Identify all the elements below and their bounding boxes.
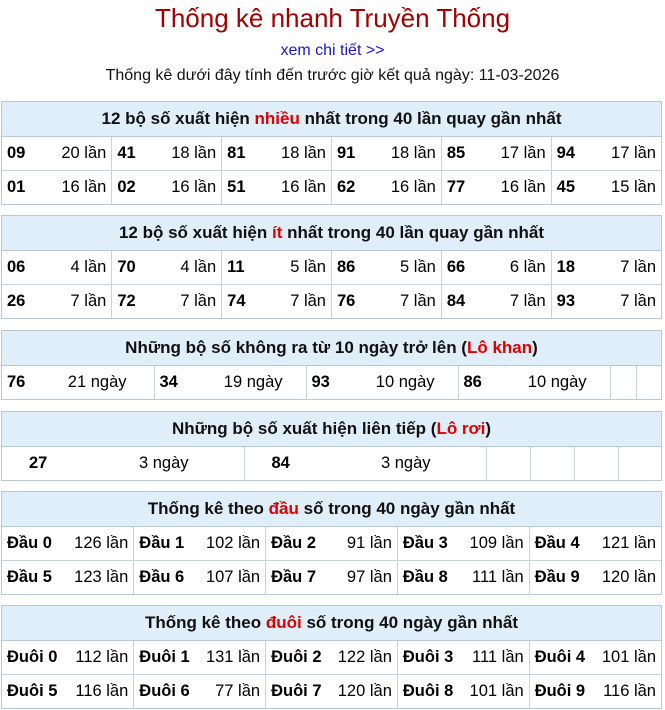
table-cell — [551, 171, 661, 205]
cell-content — [271, 648, 392, 667]
count-value: 18 lần — [281, 144, 326, 162]
number-label: 91 — [336, 144, 356, 162]
count-value: 7 lần — [70, 292, 107, 310]
number-label: 86 — [336, 258, 356, 276]
cell-content — [312, 373, 453, 392]
count-value: 121 lần — [601, 534, 656, 552]
table-cell — [134, 641, 266, 675]
table-cell — [244, 447, 486, 480]
section-header — [2, 492, 661, 527]
empty-cell — [610, 366, 636, 399]
table-cell — [112, 251, 222, 285]
count-value: 16 lần — [171, 178, 217, 196]
section-title-text: 12 bộ số xuất hiện — [101, 109, 255, 128]
table-cell — [529, 675, 661, 709]
count-value: 7 lần — [620, 292, 656, 310]
table-cell — [134, 561, 266, 595]
empty-cell — [618, 447, 661, 480]
number-label: 72 — [117, 292, 136, 310]
cell-content — [403, 568, 524, 587]
table-cell — [331, 285, 441, 319]
count-value: 126 lần — [74, 534, 129, 552]
section-title-text: nhất trong 40 lần quay gần nhất — [282, 223, 545, 242]
count-value: 10 ngày — [527, 373, 587, 391]
stats-note: Thống kê dưới đây tính đến trước giờ kết quả ngày: 11-03-2026 — [105, 67, 560, 84]
number-label: Đầu 5 — [7, 568, 52, 586]
count-value: 19 ngày — [223, 373, 283, 391]
count-value: 116 lần — [603, 682, 656, 700]
empty-cell — [636, 366, 661, 399]
dau-section — [1, 491, 662, 595]
table-cell — [529, 641, 661, 675]
cell-content — [403, 534, 524, 553]
number-label: 34 — [159, 373, 178, 391]
cell-content — [557, 292, 656, 311]
table-cell — [441, 137, 551, 171]
count-value: 91 lần — [346, 534, 392, 552]
table-cell — [2, 285, 112, 319]
cell-content — [557, 178, 656, 197]
count-value: 123 lần — [74, 568, 129, 586]
number-label: 94 — [556, 144, 575, 162]
section-title-text: Những bộ số xuất hiện liên tiếp ( — [171, 419, 437, 438]
table-cell — [222, 137, 332, 171]
cell-content — [271, 568, 392, 587]
number-label: 06 — [7, 258, 26, 276]
number-label: Đuôi 1 — [139, 648, 190, 666]
cell-content — [227, 144, 326, 163]
count-value: 4 lần — [180, 258, 217, 276]
cell-content — [464, 373, 605, 392]
number-label: 11 — [227, 258, 245, 276]
cell-content — [557, 258, 656, 277]
count-value: 4 lần — [70, 258, 107, 276]
count-value: 7 lần — [620, 258, 656, 276]
most-frequent-table — [2, 137, 661, 204]
number-label: Đầu 2 — [271, 534, 317, 552]
section-header — [2, 216, 661, 251]
table-cell — [2, 527, 134, 561]
count-value: 3 ngày — [138, 454, 189, 472]
number-label: Đuôi 3 — [402, 648, 454, 666]
table-cell — [331, 251, 441, 285]
table-cell — [222, 285, 332, 319]
count-value: 20 lần — [61, 144, 107, 162]
count-value: 17 lần — [500, 144, 546, 162]
number-label: 84 — [271, 454, 290, 472]
cell-content — [7, 534, 128, 553]
count-value: 101 lần — [601, 648, 656, 666]
number-label: 26 — [7, 292, 26, 310]
count-value: 16 lần — [61, 178, 107, 196]
section-title-highlight: nhiều — [254, 109, 300, 128]
count-value: 111 lần — [472, 568, 524, 586]
table-cell — [331, 171, 441, 205]
cell-content — [117, 258, 216, 277]
table-cell — [551, 285, 661, 319]
most-frequent-section — [1, 101, 662, 205]
count-value: 16 lần — [500, 178, 546, 196]
number-label: 85 — [446, 144, 466, 162]
cell-content — [447, 292, 546, 311]
cell-content — [557, 144, 656, 163]
empty-cell — [530, 447, 574, 480]
section-title-text: 12 bộ số xuất hiện — [118, 223, 272, 242]
number-label: Đầu 1 — [139, 534, 185, 552]
cell-content — [7, 682, 128, 701]
number-label: 77 — [446, 178, 466, 196]
count-value: 6 lần — [509, 258, 546, 276]
table-cell — [266, 561, 398, 595]
cell-content — [7, 648, 128, 667]
number-label: 62 — [336, 178, 356, 196]
cell-content — [250, 454, 481, 473]
table-cell — [134, 527, 266, 561]
least-frequent-table — [2, 251, 661, 318]
cell-content — [7, 568, 128, 587]
number-label: Đầu 4 — [534, 534, 580, 552]
number-label: 41 — [117, 144, 136, 162]
cell-content — [139, 568, 260, 587]
cell-content — [337, 178, 436, 197]
table-cell — [2, 561, 134, 595]
section-title-highlight: đầu — [268, 499, 299, 518]
section-title-highlight: đuôi — [265, 613, 302, 632]
table-cell — [266, 527, 398, 561]
number-label: Đuôi 7 — [271, 682, 322, 700]
number-label: 18 — [556, 258, 575, 276]
table-cell — [551, 137, 661, 171]
table-cell — [2, 675, 134, 709]
table-cell — [2, 366, 154, 399]
cell-content — [447, 258, 546, 277]
lo-roi-table — [2, 447, 661, 480]
number-label: Đuôi 2 — [271, 648, 322, 666]
table-cell — [441, 251, 551, 285]
cell-content — [403, 648, 524, 667]
cell-content — [160, 373, 301, 392]
cell-content — [447, 144, 546, 163]
section-title-text: Những bộ số không ra từ 10 ngày trở lên ( — [125, 338, 467, 357]
count-value: 18 lần — [390, 144, 436, 162]
cell-content — [7, 373, 149, 392]
table-cell — [529, 527, 661, 561]
count-value: 131 lần — [205, 648, 261, 666]
table-cell — [397, 675, 529, 709]
section-header — [2, 412, 661, 447]
cell-content — [139, 534, 260, 553]
number-label: 66 — [446, 258, 466, 276]
page-title: Thống kê nhanh Truyền Thống — [154, 3, 511, 33]
table-cell — [266, 675, 398, 709]
section-title-text: số trong 40 ngày gần nhất — [301, 613, 519, 632]
table-cell — [458, 366, 610, 399]
number-label: Đầu 8 — [402, 568, 448, 586]
number-label: Đuôi 8 — [402, 682, 454, 700]
section-title-text: ) — [532, 338, 538, 357]
number-label: Đầu 6 — [139, 568, 185, 586]
cell-content — [7, 292, 106, 311]
cell-content — [535, 682, 656, 701]
table-cell — [2, 251, 112, 285]
number-label: 51 — [227, 178, 246, 196]
count-value: 15 lần — [611, 178, 656, 196]
number-label: Đuôi 5 — [7, 682, 58, 700]
number-label: 09 — [7, 144, 26, 162]
cell-content — [535, 568, 656, 587]
number-label: 01 — [7, 178, 26, 196]
section-title-highlight: Lô rơi — [436, 419, 486, 438]
table-cell — [2, 641, 134, 675]
number-label: Đuôi 0 — [7, 648, 58, 666]
section-title-highlight: Lô khan — [466, 338, 533, 357]
table-cell — [397, 527, 529, 561]
count-value: 18 lần — [171, 144, 217, 162]
number-label: 76 — [7, 373, 26, 391]
number-label: 93 — [311, 373, 330, 391]
number-label: 86 — [463, 373, 482, 391]
cell-content — [271, 682, 392, 701]
count-value: 122 lần — [337, 648, 392, 666]
section-header — [2, 606, 661, 641]
section-header — [2, 331, 661, 366]
cell-content — [7, 258, 106, 277]
cell-content — [337, 292, 436, 311]
table-cell — [112, 137, 222, 171]
cell-content — [7, 178, 106, 197]
cell-content — [337, 144, 436, 163]
table-cell — [2, 447, 244, 480]
table-cell — [529, 561, 661, 595]
cell-content — [227, 178, 326, 197]
count-value: 21 ngày — [67, 373, 127, 391]
count-value: 5 lần — [290, 258, 326, 276]
duoi-section — [1, 605, 662, 709]
count-value: 7 lần — [180, 292, 217, 310]
cell-content — [7, 454, 239, 473]
number-label: 70 — [117, 258, 136, 276]
table-cell — [222, 171, 332, 205]
cell-content — [447, 178, 546, 197]
number-label: 27 — [29, 454, 48, 472]
cell-content — [403, 682, 524, 701]
number-label: Đầu 0 — [7, 534, 52, 552]
count-value: 7 lần — [400, 292, 436, 310]
count-value: 116 lần — [75, 682, 129, 700]
table-cell — [2, 137, 112, 171]
lo-roi-section — [1, 411, 662, 481]
count-value: 16 lần — [390, 178, 436, 196]
count-value: 120 lần — [601, 568, 656, 586]
empty-cell — [486, 447, 530, 480]
section-title-text: Thống kê theo — [147, 499, 269, 518]
count-value: 17 lần — [611, 144, 656, 162]
lo-khan-table — [2, 366, 661, 399]
table-cell — [266, 641, 398, 675]
count-value: 10 ngày — [375, 373, 435, 391]
count-value: 111 lần — [472, 648, 524, 666]
count-value: 7 lần — [290, 292, 326, 310]
count-value: 109 lần — [469, 534, 524, 552]
count-value: 16 lần — [281, 178, 326, 196]
section-header — [2, 102, 661, 137]
cell-content — [271, 534, 392, 553]
cell-content — [139, 682, 260, 701]
table-cell — [112, 285, 222, 319]
number-label: Đầu 3 — [402, 534, 448, 552]
table-cell — [551, 251, 661, 285]
section-title-text: ) — [485, 419, 492, 438]
table-cell — [154, 366, 306, 399]
number-label: 76 — [336, 292, 356, 310]
number-label: Đuôi 9 — [534, 682, 586, 700]
cell-content — [337, 258, 436, 277]
duoi-table — [2, 641, 661, 708]
table-cell — [441, 285, 551, 319]
table-cell — [331, 137, 441, 171]
cell-content — [139, 648, 260, 667]
count-value: 7 lần — [509, 292, 546, 310]
cell-content — [535, 534, 656, 553]
count-value: 107 lần — [205, 568, 261, 586]
view-details-link[interactable]: xem chi tiết >> — [280, 42, 385, 59]
number-label: Đuôi 4 — [534, 648, 586, 666]
number-label: 81 — [227, 144, 246, 162]
cell-content — [117, 144, 216, 163]
section-title-text: Thống kê theo — [144, 613, 266, 632]
table-cell — [112, 171, 222, 205]
cell-content — [535, 648, 656, 667]
table-cell — [397, 641, 529, 675]
cell-content — [227, 258, 326, 277]
number-label: 74 — [227, 292, 246, 310]
empty-cell — [574, 447, 618, 480]
section-title-highlight: ít — [272, 223, 283, 242]
count-value: 77 lần — [215, 682, 261, 700]
count-value: 97 lần — [346, 568, 392, 586]
table-cell — [134, 675, 266, 709]
count-value: 102 lần — [205, 534, 261, 552]
number-label: 93 — [556, 292, 575, 310]
number-label: Đầu 9 — [534, 568, 580, 586]
table-cell — [2, 171, 112, 205]
table-cell — [306, 366, 458, 399]
cell-content — [227, 292, 326, 311]
lo-khan-section — [1, 330, 662, 400]
number-label: 84 — [446, 292, 466, 310]
number-label: Đuôi 6 — [139, 682, 190, 700]
number-label: Đầu 7 — [271, 568, 317, 586]
table-cell — [222, 251, 332, 285]
count-value: 112 lần — [75, 648, 129, 666]
table-cell — [397, 561, 529, 595]
section-title-text: số trong 40 ngày gần nhất — [298, 499, 516, 518]
count-value: 3 ngày — [380, 454, 431, 472]
dau-table — [2, 527, 661, 594]
cell-content — [117, 178, 216, 197]
number-label: 02 — [117, 178, 136, 196]
least-frequent-section — [1, 215, 662, 319]
section-title-text: nhất trong 40 lần quay gần nhất — [299, 109, 562, 128]
table-cell — [441, 171, 551, 205]
count-value: 5 lần — [400, 258, 436, 276]
count-value: 120 lần — [337, 682, 392, 700]
cell-content — [7, 144, 106, 163]
count-value: 101 lần — [469, 682, 524, 700]
cell-content — [117, 292, 216, 311]
number-label: 45 — [556, 178, 575, 196]
